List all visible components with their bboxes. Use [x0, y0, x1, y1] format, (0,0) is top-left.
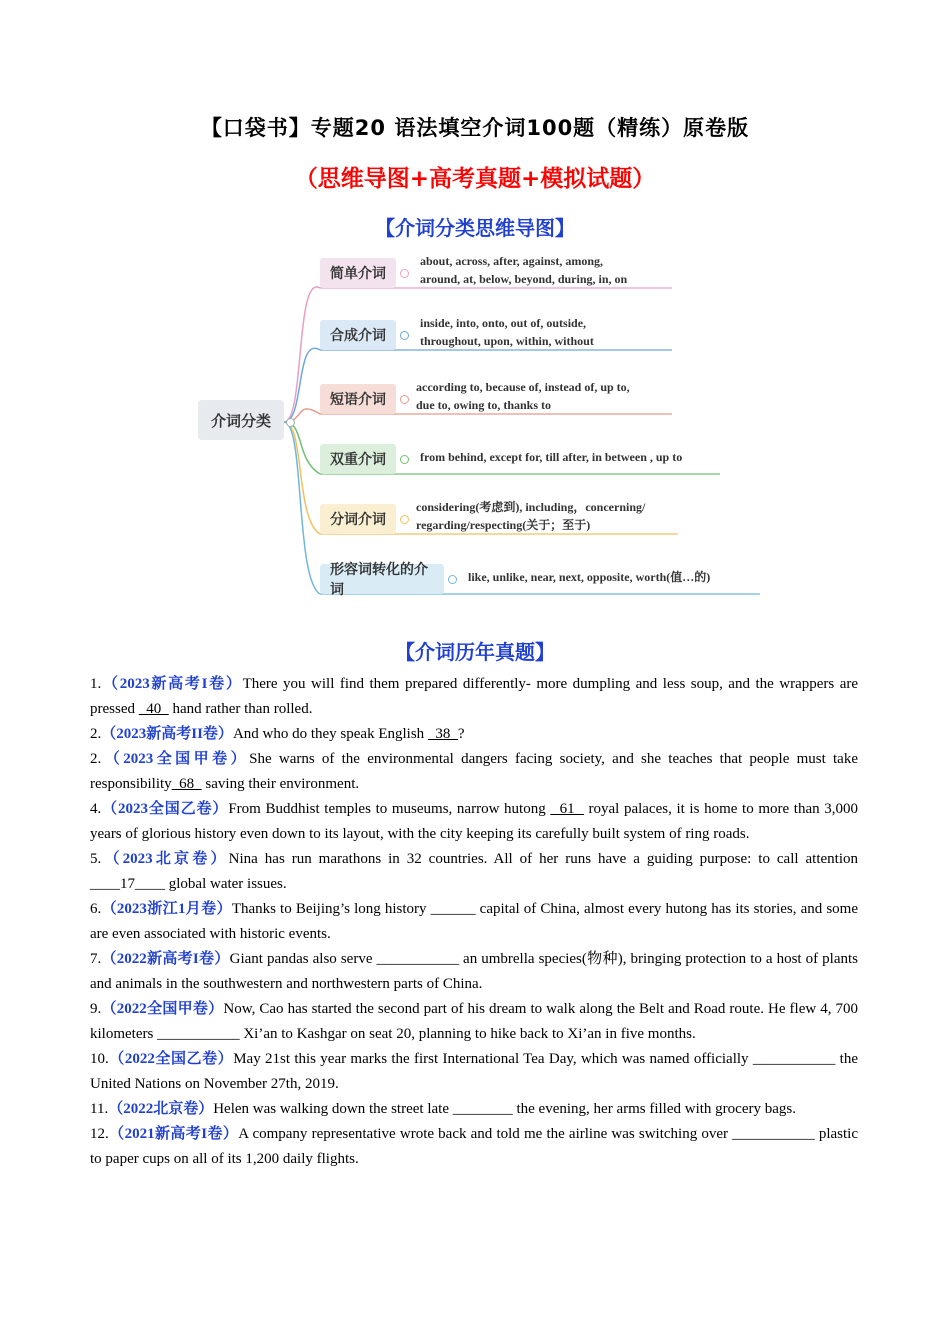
question-item: 11.（2022北京卷）Helen was walking down the street late ________ the evening, her arms filled with grocery bags.: [90, 1101, 796, 1117]
connector-curve: [284, 287, 320, 422]
answer-blank: 61: [550, 801, 584, 817]
question-item: 5.（2023北京卷）Nina has run marathons in 32 countries. All of her runs have a guiding purpose: to call attention ____17____ global water issues.: [90, 851, 858, 892]
question-item: 2.（2023全国甲卷）She warns of the environmental dangers facing society, and she teaches that people must take responsibility 68 saving their environment.: [90, 751, 858, 792]
question-item: 2.（2023新高考II卷）And who do they speak English 38 ?: [90, 726, 465, 742]
mind-map-leaf: like, unlike, near, next, opposite, worth(值…的): [468, 570, 711, 584]
mind-map-leaf: considering(考虑到), including，concerning/ regarding/respecting(关于；至于): [416, 500, 646, 532]
connector-curve: [284, 422, 320, 474]
collapse-toggle-icon: [400, 515, 409, 524]
mind-map-leaf: inside, into, onto, out of, outside, throughout, upon, within, without: [420, 316, 594, 348]
mind-map-branch: 分词介词: [320, 504, 396, 534]
document-title: 【口袋书】专题20 语法填空介词100题（精练）原卷版: [200, 116, 750, 140]
mindmap-section-title: 【介词分类思维导图】: [375, 216, 575, 240]
question-item: 9.（2022全国甲卷）Now, Cao has started the second part of his dream to walk along the Belt and Road route. He flew 4, 700 kilometers ___________ Xi’an to Kashgar on seat 20, planning to hike back to Xi’an in five months.: [90, 1001, 858, 1042]
question-list: [90, 672, 858, 1172]
collapse-toggle-icon: [400, 331, 409, 340]
document-subtitle: （思维导图+高考真题+模拟试题）: [294, 166, 656, 192]
mind-map-leaf: according to, because of, instead of, up to, due to, owing to, thanks to: [416, 380, 630, 412]
mind-map: [190, 248, 760, 598]
collapse-toggle-icon: [448, 575, 457, 584]
question-item: 1.（2023新高考I卷）There you will find them prepared differently- more dumpling and less soup, and the wrappers are pressed 40 hand rather than rolled.: [90, 676, 859, 717]
question-item: 4.（2023全国乙卷）From Buddhist temples to museums, narrow hutong 61 royal palaces, it is home to more than 3,000 years of glorious history even down to its layout, with the city keeping its carefully built system of ring roads.: [90, 801, 858, 842]
mind-map-root: 介词分类: [198, 400, 284, 440]
answer-blank: 38: [427, 726, 458, 742]
answer-blank: 40: [138, 701, 169, 717]
mind-map-branch: 形容词转化的介词: [320, 564, 444, 594]
mind-map-branch: 双重介词: [320, 444, 396, 474]
mind-map-leaf: from behind, except for, till after, in between , up to: [420, 450, 683, 464]
collapse-toggle-icon: [400, 455, 409, 464]
question-item: 6.（2023浙江1月卷）Thanks to Beijing’s long history ______ capital of China, almost every hutong has its stories, and some are even associated with historic events.: [90, 901, 858, 942]
mind-map-branch: 短语介词: [320, 384, 396, 414]
collapse-toggle-icon: [400, 269, 409, 278]
mind-map-leaf: about, across, after, against, among, around, at, below, beyond, during, in, on: [420, 254, 628, 286]
question-item: 10.（2022全国乙卷）May 21st this year marks the first International Tea Day, which was named officially ___________ the United Nations on November 27th, 2019.: [90, 1051, 858, 1092]
question-item: 7.（2022新高考I卷）Giant pandas also serve ___________ an umbrella species(物种), bringing protection to a host of plants and animals in the southwestern and northwestern parts of China.: [90, 951, 858, 992]
question-item: 12.（2021新高考I卷）A company representative wrote back and told me the airline was switching over ___________ plastic to paper cups on all of its 1,200 daily flights.: [90, 1126, 859, 1167]
questions-section-title: 【介词历年真题】: [395, 640, 555, 664]
mind-map-branch: 合成介词: [320, 320, 396, 350]
collapse-toggle-icon: [286, 418, 295, 427]
answer-blank: 68: [171, 776, 202, 792]
collapse-toggle-icon: [400, 395, 409, 404]
mind-map-branch: 简单介词: [320, 258, 396, 288]
